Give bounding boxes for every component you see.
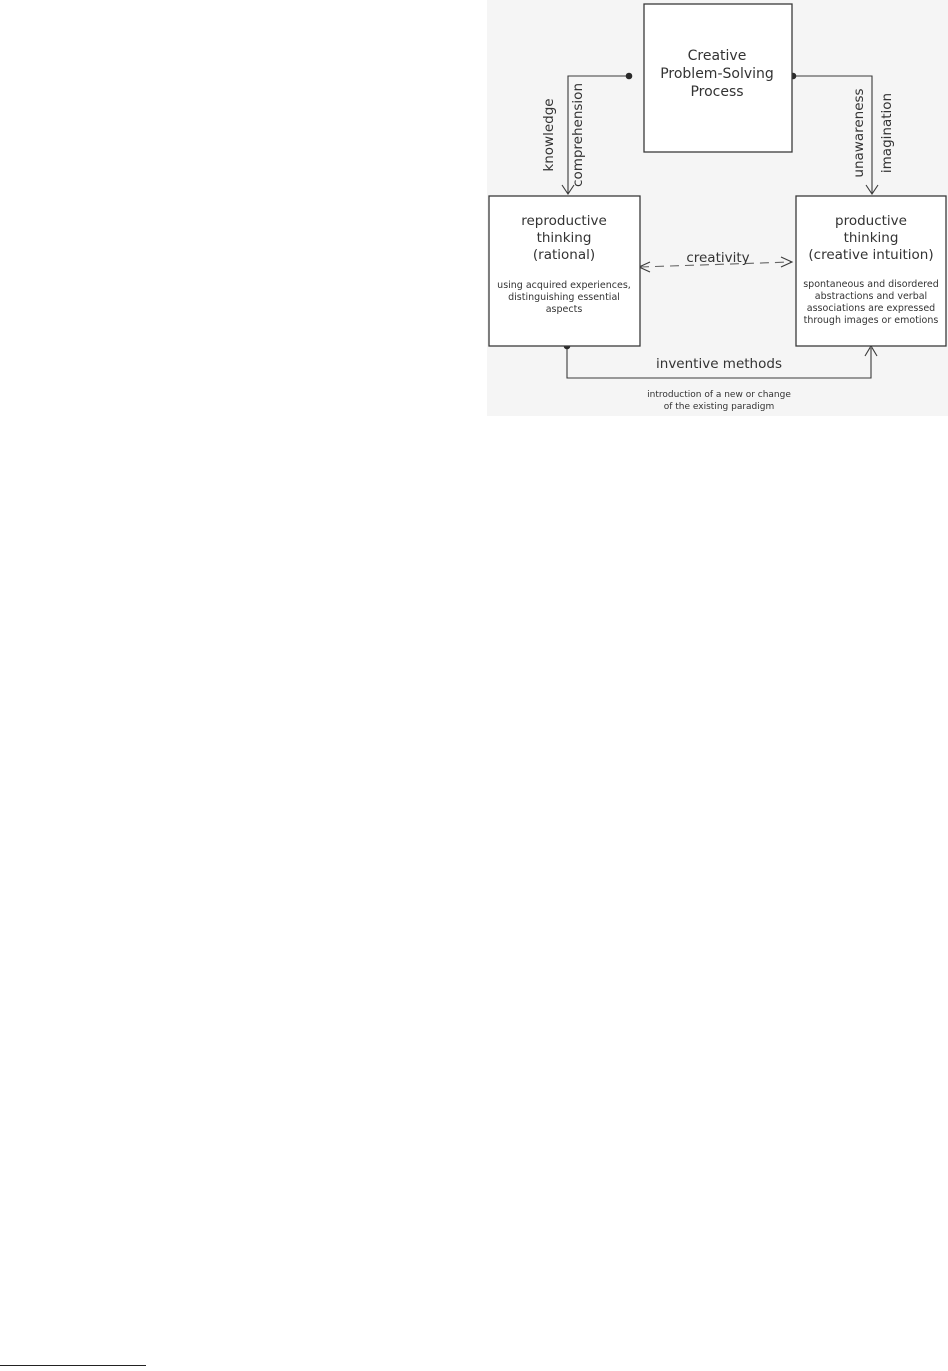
reproductive-desc-line-3: aspects xyxy=(545,304,583,315)
left-connector-origin-dot xyxy=(626,73,633,80)
footnote-separator xyxy=(0,1365,146,1366)
productive-title-line-3: (creative intuition) xyxy=(808,247,934,263)
central-title-line-2: Problem-Solving xyxy=(660,66,774,82)
right-connector-label-2: imagination xyxy=(879,92,895,174)
inventive-methods-note-line-1: introduction of a new or change xyxy=(647,390,791,400)
productive-desc-line-1: spontaneous and disordered xyxy=(803,279,939,290)
reproductive-desc-line-2: distinguishing essential xyxy=(508,292,620,303)
central-title-line-1: Creative xyxy=(687,48,747,64)
process-diagram xyxy=(487,0,948,416)
right-connector-label-1: unawareness xyxy=(851,88,867,178)
productive-title-line-1: productive xyxy=(835,213,907,229)
reproductive-title-line-3: (rational) xyxy=(532,247,596,263)
reproductive-title-line-1: reproductive xyxy=(521,213,607,229)
productive-desc-line-4: through images or emotions xyxy=(803,315,939,326)
creativity-label: creativity xyxy=(686,250,750,266)
productive-title-line-2: thinking xyxy=(843,230,899,246)
left-connector-label-1: knowledge xyxy=(541,98,557,172)
inventive-methods-label: inventive methods xyxy=(656,356,782,372)
productive-desc-line-2: abstractions and verbal xyxy=(814,291,928,302)
reproductive-desc-line-1: using acquired experiences, xyxy=(497,280,631,291)
left-connector-label-2: comprehension xyxy=(570,83,586,187)
inventive-methods-note-line-2: of the existing paradigm xyxy=(663,402,775,412)
productive-desc-line-3: associations are expressed xyxy=(806,303,936,314)
diagram-panel xyxy=(487,0,948,416)
central-title-line-3: Process xyxy=(690,84,744,100)
reproductive-title-line-2: thinking xyxy=(536,230,592,246)
